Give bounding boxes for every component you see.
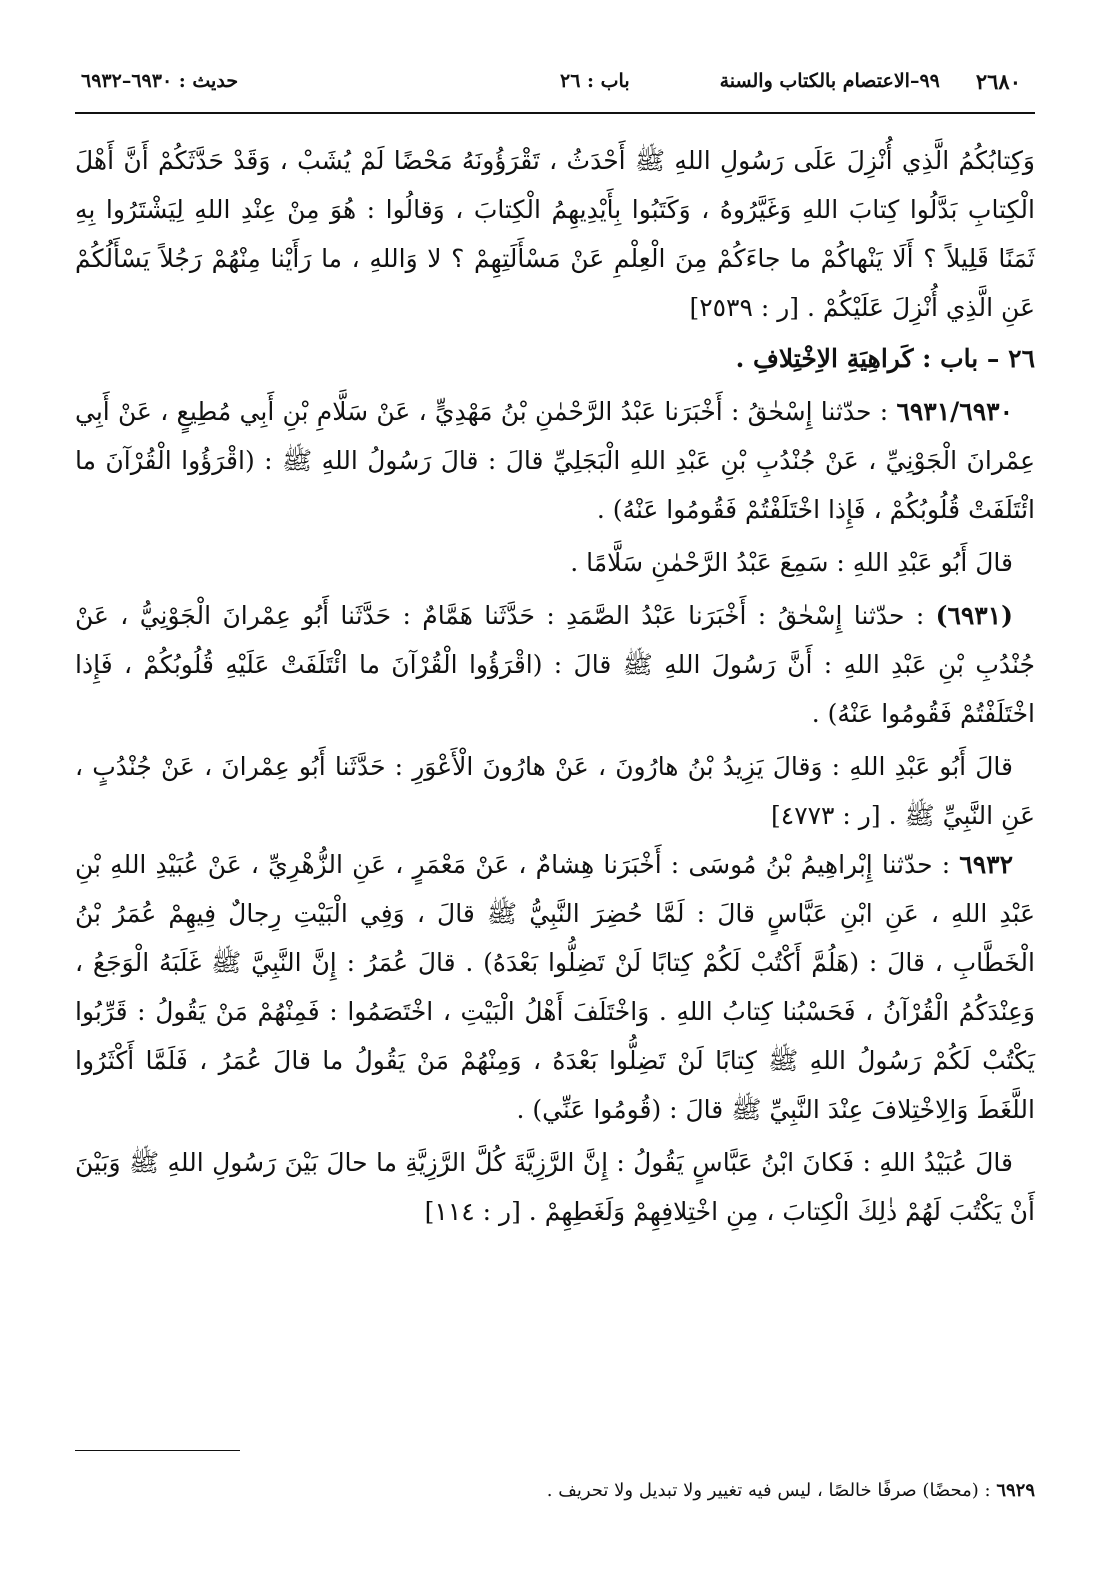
header-right-group — [560, 69, 1021, 94]
paragraph-continuation: وَكِتابُكُمُ الَّذِي أُنْزِلَ عَلَى رَسُولِ اللهِ ﷺ أَحْدَثُ ، تَقْرَؤُونَهُ مَحْضًا لَمْ يُشَبْ ، وَقَدْ حَدَّثَكُمْ أَنَّ أَهْلَ الْكِتابِ بَدَّلُوا كِتابَ اللهِ وَغَيَّرُوهُ ، وَكَتَبُوا بِأَيْدِيهِمُ الْكِتابَ ، وَقالُوا : هُوَ مِنْ عِنْدِ اللهِ لِيَشْتَرُوا بِهِ ثَمَنًا قَلِيلاً ؟ أَلَا يَنْهاكُمْ ما جاءَكُمْ مِنَ الْعِلْمِ عَنْ مَسْأَلَتِهِمْ ؟ لا وَاللهِ ، ما رَأَيْنا مِنْهُمْ رَجُلاً يَسْأَلُكُمْ عَنِ الَّذِي أُنْزِلَ عَلَيْكُمْ . [ر : ٢٥٣٩] — [75, 146, 1035, 322]
page-number: ٢٦٨٠ — [975, 68, 1021, 94]
footnote-divider — [75, 1450, 240, 1451]
book-title: ٩٩–الاعتصام بالكتاب والسنة — [719, 70, 940, 92]
book-page — [75, 50, 1035, 1550]
hadith-number: ٦٩٣١/٦٩٣٠ — [896, 397, 1013, 426]
footnote — [75, 1477, 1035, 1505]
hadith-6931 — [75, 591, 1035, 738]
hadith-text: : حدّثنا إِسْحٰقُ : أَخْبَرَنا عَبْدُ الرَّحْمٰنِ بْنُ مَهْدِيٍّ ، عَنْ سَلَّامِ بْنِ أَبِي مُطِيعٍ ، عَنْ أَبِي عِمْرانَ الْجَوْنِيِّ ، عَنْ جُنْدُبِ بْنِ عَبْدِ اللهِ الْبَجَلِيِّ قالَ : قالَ رَسُولُ اللهِ ﷺ : (اقْرَؤُوا الْقُرْآنَ ما ائْتَلَفَتْ قُلُوبُكُمْ ، فَإِذا اخْتَلَفْتُمْ فَقُومُوا عَنْهُ) . — [75, 397, 1035, 524]
hadith-6931-note: قالَ أَبُو عَبْدِ اللهِ : وَقالَ يَزِيدُ بْنُ هارُونَ ، عَنْ هارُونَ الْأَعْوَرِ : حَدَّثَنا أَبُو عِمْرانَ ، عَنْ جُنْدُبٍ ، عَنِ النَّبِيِّ ﷺ . [ر : ٤٧٧٣] — [75, 752, 1035, 830]
chapter-heading: ٢٦ – باب : كَراهِيَةِ الاِخْتِلافِ . — [735, 344, 1035, 373]
hadith-6932 — [75, 840, 1035, 1134]
hadith-6930-note: قالَ أَبُو عَبْدِ اللهِ : سَمِعَ عَبْدُ الرَّحْمٰنِ سَلَّامًا . — [570, 548, 1013, 577]
running-header — [75, 50, 1035, 112]
hadith-text: : حدّثنا إِسْحٰقُ : أَخْبَرَنا عَبْدُ الصَّمَدِ : حَدَّثَنا هَمَّامٌ : حَدَّثَنا أَبُو عِمْرانَ الْجَوْنِيُّ ، عَنْ جُنْدُبِ بْنِ عَبْدِ اللهِ : أَنَّ رَسُولَ اللهِ ﷺ قالَ : (اقْرَؤُوا الْقُرْآنَ ما ائْتَلَفَتْ عَلَيْهِ قُلُوبُكُمْ ، فَإِذا اخْتَلَفْتُمْ فَقُومُوا عَنْهُ) . — [75, 601, 1035, 728]
footnote-text: : (محضًا) صرفًا خالصًا ، ليس فيه تغيير ولا تبديل ولا تحريف . — [546, 1480, 997, 1501]
main-text — [75, 114, 1035, 1236]
hadith-range: حديث : ٦٩٣٠–٦٩٣٢ — [81, 70, 239, 92]
hadith-text: : حدّثنا إِبْراهِيمُ بْنُ مُوسَى : أَخْبَرَنا هِشامٌ ، عَنْ مَعْمَرٍ ، عَنِ الزُّهْرِيِّ ، عَنْ عُبَيْدِ اللهِ بْنِ عَبْدِ اللهِ ، عَنِ ابْنِ عَبَّاسٍ قالَ : لَمَّا حُضِرَ النَّبِيُّ ﷺ قالَ ، وَفِي الْبَيْتِ رِجالٌ فِيهِمْ عُمَرُ بْنُ الْخَطَّابِ ، قالَ : (هَلُمَّ أَكْتُبْ لَكُمْ كِتابًا لَنْ تَضِلُّوا بَعْدَهُ) . قالَ عُمَرُ : إِنَّ النَّبِيَّ ﷺ غَلَبَهُ الْوَجَعُ ، وَعِنْدَكُمُ الْقُرْآنُ ، فَحَسْبُنا كِتابُ اللهِ . وَاخْتَلَفَ أَهْلُ الْبَيْتِ ، اخْتَصَمُوا : فَمِنْهُمْ مَنْ يَقُولُ : قَرِّبُوا يَكْتُبْ لَكُمْ رَسُولُ اللهِ ﷺ كِتابًا لَنْ تَضِلُّوا بَعْدَهُ ، وَمِنْهُمْ مَنْ يَقُولُ ما قالَ عُمَرُ ، فَلَمَّا أَكْثَرُوا اللَّغَطَ وَالِاخْتِلافَ عِنْدَ النَّبِيِّ ﷺ قالَ : (قُومُوا عَنِّي) . — [75, 850, 1035, 1124]
footnote-number: ٦٩٢٩ — [996, 1480, 1035, 1501]
hadith-number: ٦٩٣٢ — [959, 850, 1013, 879]
hadith-number: (٦٩٣١) — [935, 601, 1013, 630]
hadith-6932-note: قالَ عُبَيْدُ اللهِ : فَكانَ ابْنُ عَبَّاسٍ يَقُولُ : إِنَّ الرَّزِيَّةَ كُلَّ الرَّزِيَّةِ ما حالَ بَيْنَ رَسُولِ اللهِ ﷺ وَبَيْنَ أَنْ يَكْتُبَ لَهُمْ ذٰلِكَ الْكِتابَ ، مِنِ اخْتِلافِهِمْ وَلَغَطِهِمْ . [ر : ١١٤] — [75, 1148, 1035, 1226]
hadith-6930 — [75, 387, 1035, 534]
chapter-label: باب : ٢٦ — [559, 70, 630, 92]
